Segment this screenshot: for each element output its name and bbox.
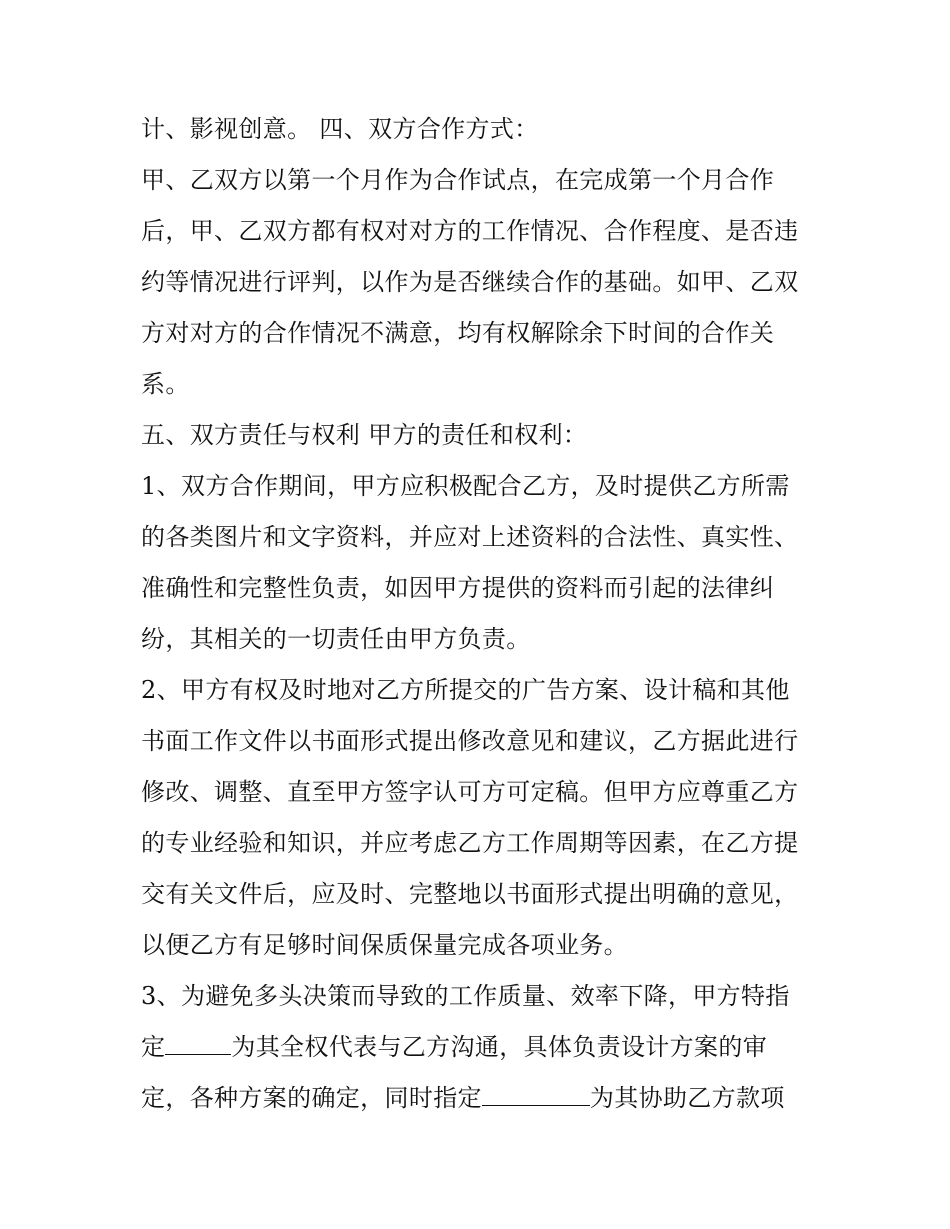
- text-line: 纷，其相关的一切责任由甲方负责。: [141, 625, 531, 653]
- text-line: 2、甲方有权及时地对乙方所提交的广告方案、设计稿和其他: [141, 676, 790, 704]
- text-line: 约等情况进行评判，以作为是否继续合作的基础。如甲、乙双: [141, 268, 799, 296]
- text-line: 系。: [141, 370, 190, 398]
- text-fragment: 为其协助乙方款项: [589, 1084, 785, 1112]
- text-line: 方对对方的合作情况不满意，均有权解除余下时间的合作关: [141, 319, 775, 347]
- text-line: 的专业经验和知识，并应考虑乙方工作周期等因素，在乙方提: [141, 829, 799, 857]
- text-line: 1、双方合作期间，甲方应积极配合乙方，及时提供乙方所需: [141, 472, 790, 500]
- fill-in-blank: [165, 1026, 231, 1055]
- text-fragment: 定: [141, 1033, 166, 1061]
- text-line: 后，甲、乙双方都有权对对方的工作情况、合作程度、是否违: [141, 217, 799, 245]
- text-line: 五、双方责任与权利 甲方的责任和权利：: [141, 421, 588, 449]
- text-line-with-blank: [141, 1076, 821, 1127]
- text-line: 的各类图片和文字资料，并应对上述资料的合法性、真实性、: [141, 523, 799, 551]
- text-line: 甲、乙双方以第一个月作为合作试点，在完成第一个月合作: [141, 166, 775, 194]
- text-line: 书面工作文件以书面形式提出修改意见和建议，乙方据此进行: [141, 727, 799, 755]
- text-line: 以便乙方有足够时间保质保量完成各项业务。: [141, 931, 628, 959]
- document-body: [141, 107, 821, 1127]
- text-line: 交有关文件后，应及时、完整地以书面形式提出明确的意见，: [141, 880, 799, 908]
- text-line: 准确性和完整性负责，如因甲方提供的资料而引起的法律纠: [141, 574, 775, 602]
- text-line: 修改、调整、直至甲方签字认可方可定稿。但甲方应尊重乙方: [141, 778, 799, 806]
- text-fragment: 定，各种方案的确定，同时指定: [141, 1084, 482, 1112]
- text-line: 3、为避免多头决策而导致的工作质量、效率下降，甲方特指: [141, 982, 790, 1010]
- text-line: 计、影视创意。 四、双方合作方式：: [141, 115, 539, 143]
- text-line-with-blank: [141, 1025, 821, 1076]
- fill-in-blank: [482, 1077, 590, 1106]
- text-fragment: 为其全权代表与乙方沟通，具体负责设计方案的审: [231, 1033, 768, 1061]
